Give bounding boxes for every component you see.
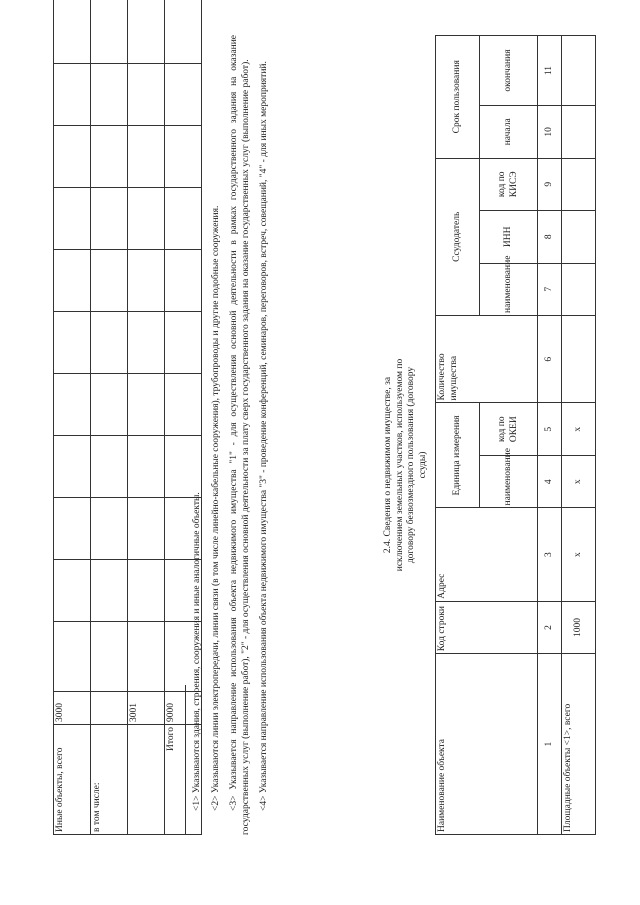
table-row bbox=[54, 0, 91, 835]
column-number: 1 bbox=[538, 654, 562, 835]
row-unit-okei: x bbox=[562, 403, 596, 455]
row-unit-name: x bbox=[562, 455, 596, 507]
header-name: Наименование объекта bbox=[436, 654, 538, 835]
row-code bbox=[91, 692, 128, 725]
header-lender-inn: ИНН bbox=[480, 211, 538, 263]
footnote-4: <4> Указывается направление использования объекта недвижимого имущества "3" - проведение конференций, семинаров, переговоров, встреч, совещаний, "4" - для иных мероприятий. bbox=[259, 61, 270, 811]
footnotes bbox=[192, 35, 278, 835]
header-lender-kise: код по КИСЭ bbox=[480, 158, 538, 210]
gratuitous-use-property-table bbox=[435, 35, 596, 835]
footnote-3: <3> Указывается направление использования объекта недвижимого имущества "1" - для осуществления основной деятельности в рамках государственного задания на оказание государственных услуг (выполнение работ), "2" - для осуществления основной деятельности за плату сверх государственного задания на оказание государственных услуг (выполнение работ). bbox=[229, 35, 251, 835]
header-address: Адрес bbox=[436, 508, 538, 601]
column-number: 8 bbox=[538, 211, 562, 263]
objects-summary-table bbox=[53, 0, 202, 835]
row-code: 9000 bbox=[165, 692, 202, 725]
header-lender-name: наименование bbox=[480, 263, 538, 315]
column-number: 5 bbox=[538, 403, 562, 455]
column-number: 6 bbox=[538, 316, 562, 403]
footnote-2: <2> Указываются линии электропередачи, линии связи (в том числе линейно-кабельные сооружения), трубопроводы и другие подобные сооружения. bbox=[210, 205, 221, 811]
table-row bbox=[562, 36, 596, 835]
header-quantity: Количество имущества bbox=[436, 316, 538, 403]
column-number: 7 bbox=[538, 263, 562, 315]
footnote-1: <1> Указываются здания, строения, сооружения и иные аналогичные объекты. bbox=[192, 492, 202, 811]
row-address: x bbox=[562, 508, 596, 601]
row-name: Иные объекты, всего bbox=[54, 725, 91, 835]
header-code: Код строки bbox=[436, 601, 538, 653]
column-number: 2 bbox=[538, 601, 562, 653]
column-number: 10 bbox=[538, 106, 562, 158]
row-name: Площадные объекты <1>, всего bbox=[562, 654, 596, 835]
section-title: 2.4. Сведения о недвижимом имуществе, за исключением земельных участков, используемом по договору безвозмездного пользования (договору ссуды) bbox=[383, 358, 428, 572]
header-lender: Ссудодатель bbox=[436, 158, 480, 315]
row-name bbox=[128, 725, 165, 835]
row-code: 1000 bbox=[562, 601, 596, 653]
footnote-separator bbox=[185, 685, 186, 835]
column-number: 9 bbox=[538, 158, 562, 210]
table-row bbox=[128, 0, 165, 835]
header-unit-name: наименование bbox=[480, 455, 538, 507]
column-number: 11 bbox=[538, 36, 562, 106]
row-code: 3001 bbox=[128, 692, 165, 725]
row-code: 3000 bbox=[54, 692, 91, 725]
row-name: в том числе: bbox=[91, 725, 128, 835]
header-row bbox=[436, 36, 480, 835]
header-term-start: начала bbox=[480, 106, 538, 158]
header-term: Срок пользования bbox=[436, 36, 480, 159]
table-row bbox=[91, 0, 128, 835]
header-unit: Единица измерения bbox=[436, 403, 480, 508]
column-number-row bbox=[538, 36, 562, 835]
total-label: Итого bbox=[165, 725, 202, 835]
column-number: 3 bbox=[538, 508, 562, 601]
column-number: 4 bbox=[538, 455, 562, 507]
header-term-end: окончания bbox=[480, 36, 538, 106]
header-unit-okei: код по ОКЕИ bbox=[480, 403, 538, 455]
